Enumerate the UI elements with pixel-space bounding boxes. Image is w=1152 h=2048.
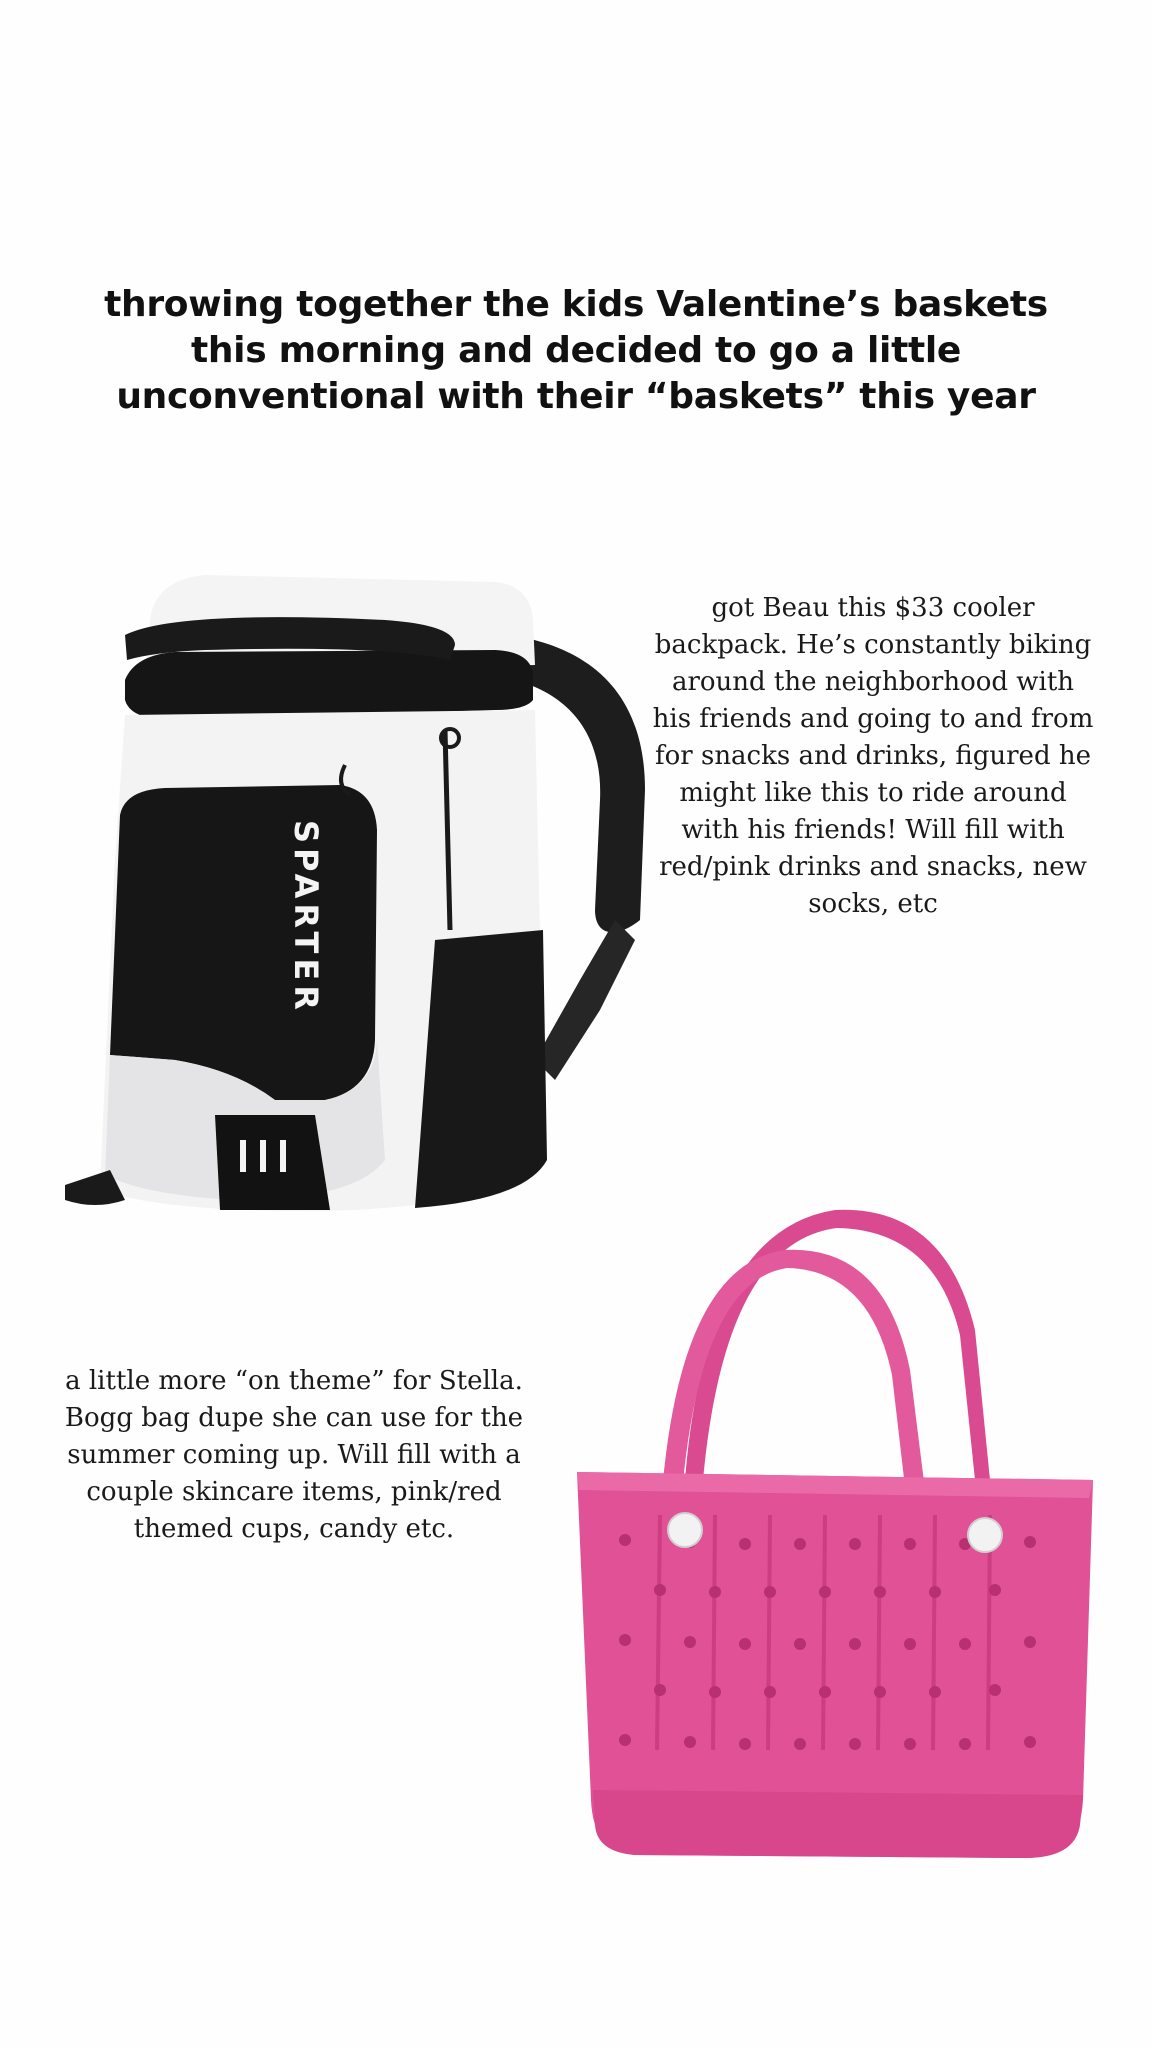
beau-gift-caption: got Beau this $33 cooler backpack. He’s constantly biking around the neighborhood with his friends and going to and from for snacks and drinks, figured he might like this to ride around with his friends! Will fill with red/pink drinks and snacks, new socks, etc: [652, 593, 1094, 919]
sparter-brand-text: SPARTER: [287, 820, 325, 1015]
cooler-backpack-image: [55, 560, 655, 1230]
story-headline: throwing together the kids Valentine’s baskets this morning and decided to go a little unconventional with their “baskets” this year: [104, 284, 1048, 417]
pink-tote-image: [565, 1190, 1095, 1870]
stella-gift-caption: a little more “on theme” for Stella. Bogg bag dupe she can use for the summer coming up. Will fill with a couple skincare items, pink/red themed cups, candy etc.: [64, 1366, 524, 1544]
